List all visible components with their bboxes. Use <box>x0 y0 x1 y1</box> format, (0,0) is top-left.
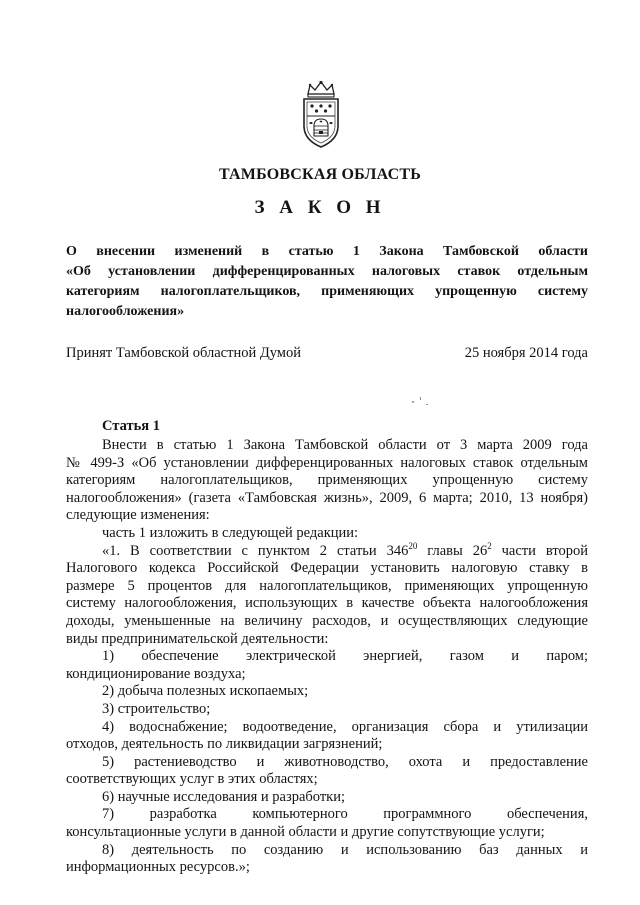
list-item: 6) научные исследования и разработки; <box>102 788 346 805</box>
list-item: 4) водоснабжение; водоотведение, организация сбора и утилизации <box>102 718 588 735</box>
list-item: 2) добыча полезных ископаемых; <box>102 683 309 700</box>
intro-line: налогообложения» (газета «Тамбовская жизнь», 2009, 6 марта; 2010, 13 ноября) <box>66 489 588 506</box>
list-item-continuation: информационных ресурсов.»; <box>66 859 250 876</box>
quote-line: размере 5 процентов для налогоплательщиков, применяющих упрощенную <box>66 577 588 594</box>
law-title-line: категориям налогоплательщиков, применяющих упрощенную систему <box>66 284 588 299</box>
region-title: ТАМБОВСКАЯ ОБЛАСТЬ <box>218 166 422 183</box>
article-heading: Статья 1 <box>102 418 160 434</box>
quote-line: доходы, уменьшенные на величину расходов, и осуществляющих следующие <box>66 612 588 629</box>
list-item: 8) деятельность по созданию и использованию баз данных и <box>102 841 588 858</box>
document-type-heading: З А К О Н <box>254 197 386 218</box>
list-item-continuation: отходов, деятельность по ликвидации загрязнений; <box>66 736 383 753</box>
part-instruction: часть 1 изложить в следующей редакции: <box>102 524 359 541</box>
law-title-line: «Об установлении дифференцированных налоговых ставок отдельным <box>66 264 588 279</box>
scan-speck <box>426 404 428 405</box>
list-item: 3) строительство; <box>102 700 211 717</box>
scan-speck <box>420 397 421 400</box>
law-title-line: налогообложения» <box>66 304 185 319</box>
list-item-continuation: консультационные услуги в данной области и другие сопутствующие услуги; <box>66 824 545 841</box>
list-item-continuation: кондиционирование воздуха; <box>66 665 246 682</box>
list-item: 7) разработка компьютерного программного обеспечения, <box>102 806 588 823</box>
intro-line: следующие изменения: <box>66 507 210 524</box>
law-title <box>66 242 588 322</box>
law-title-line: О внесении изменений в статью 1 Закона Тамбовской области <box>66 244 588 259</box>
adopted-by: Принят Тамбовской областной Думой <box>66 345 301 361</box>
coat-of-arms-icon <box>296 80 346 150</box>
quote-line: виды предпринимательской деятельности: <box>66 630 329 647</box>
quote-line: систему налогообложения, использующих в качестве объекта налогообложения <box>66 595 588 612</box>
list-item: 5) растениеводство и животноводство, охота и предоставление <box>102 753 588 770</box>
scan-speck <box>412 401 414 403</box>
adoption-date: 25 ноября 2014 года <box>464 345 588 361</box>
intro-line: категориям налогоплательщиков, применяющих упрощенную систему <box>66 472 588 489</box>
intro-line: Внести в статью 1 Закона Тамбовской области от 3 марта 2009 года <box>102 437 588 453</box>
list-item-continuation: соответствующих услуг в этих областях; <box>66 771 318 788</box>
list-item: 1) обеспечение электрической энергией, газом и паром; <box>102 648 588 665</box>
quote-line: «1. В соответствии с пунктом 2 статьи $346^{20}$ главы $26^2$ части второй <box>102 540 588 559</box>
quote-line: Налогового кодекса Российской Федерации установить налоговую ставку в <box>66 560 588 577</box>
article-body <box>66 437 588 877</box>
intro-line: № 499-З «Об установлении дифференцированных налоговых ставок отдельным <box>66 454 588 471</box>
